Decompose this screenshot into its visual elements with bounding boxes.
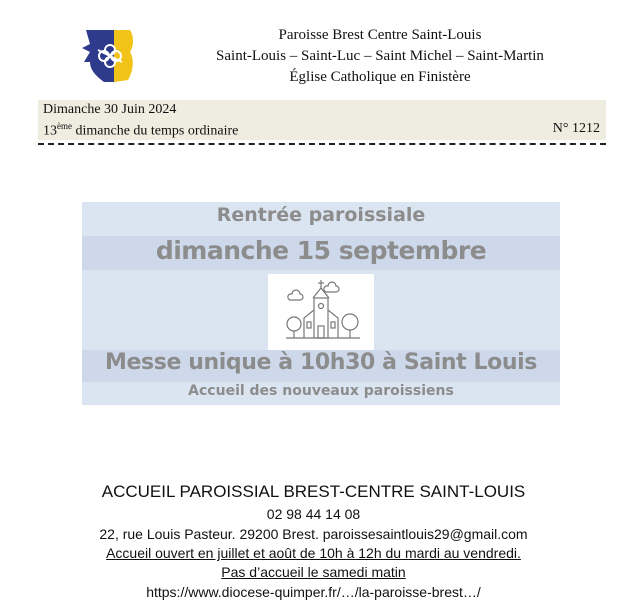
- footer-hours: Accueil ouvert en juillet et août de 10h à 12h du mardi au vendredi.: [106, 545, 521, 561]
- banner-mass-time: Messe unique à 10h30 à Saint Louis: [105, 350, 537, 375]
- church-icon: [268, 274, 374, 350]
- banner-date: dimanche 15 septembre: [155, 236, 487, 265]
- parish-name: Paroisse Brest Centre Saint-Louis: [278, 27, 482, 43]
- parish-diocese: Église Catholique en Finistère: [289, 69, 471, 85]
- church-illustration: [268, 274, 374, 350]
- sunday-ordinal: 13: [43, 123, 57, 139]
- parish-churches: Saint-Louis – Saint-Luc – Saint Michel – Saint-Martin: [216, 48, 544, 64]
- banner-title: Rentrée paroissiale: [216, 204, 426, 226]
- sunday-label: dimanche du temps ordinaire: [72, 123, 239, 139]
- footer-url[interactable]: https://www.diocese-quimper.fr/…/la-paroisse-brest…/: [146, 584, 481, 600]
- footer-phone: 02 98 44 14 08: [266, 506, 361, 522]
- rentree-banner: [82, 202, 560, 405]
- sunday-ordinal-suffix: ème: [57, 121, 72, 131]
- footer-title: ACCUEIL PAROISSIAL BREST-CENTRE SAINT-LOUIS: [101, 482, 526, 501]
- bulletin-date-bar: [38, 100, 606, 140]
- liturgical-sunday: [43, 121, 238, 140]
- footer-address: 22, rue Louis Pasteur. 29200 Brest. paroissesaintlouis29@gmail.com: [99, 526, 528, 542]
- bulletin-date: Dimanche 30 Juin 2024: [43, 102, 177, 117]
- footer-note: Pas d’accueil le samedi matin: [221, 564, 406, 580]
- bulletin-number: N° 1212: [552, 121, 600, 136]
- dashed-divider: [38, 143, 606, 145]
- banner-welcome: Accueil des nouveaux paroissiens: [188, 383, 454, 399]
- parish-logo: [80, 26, 136, 86]
